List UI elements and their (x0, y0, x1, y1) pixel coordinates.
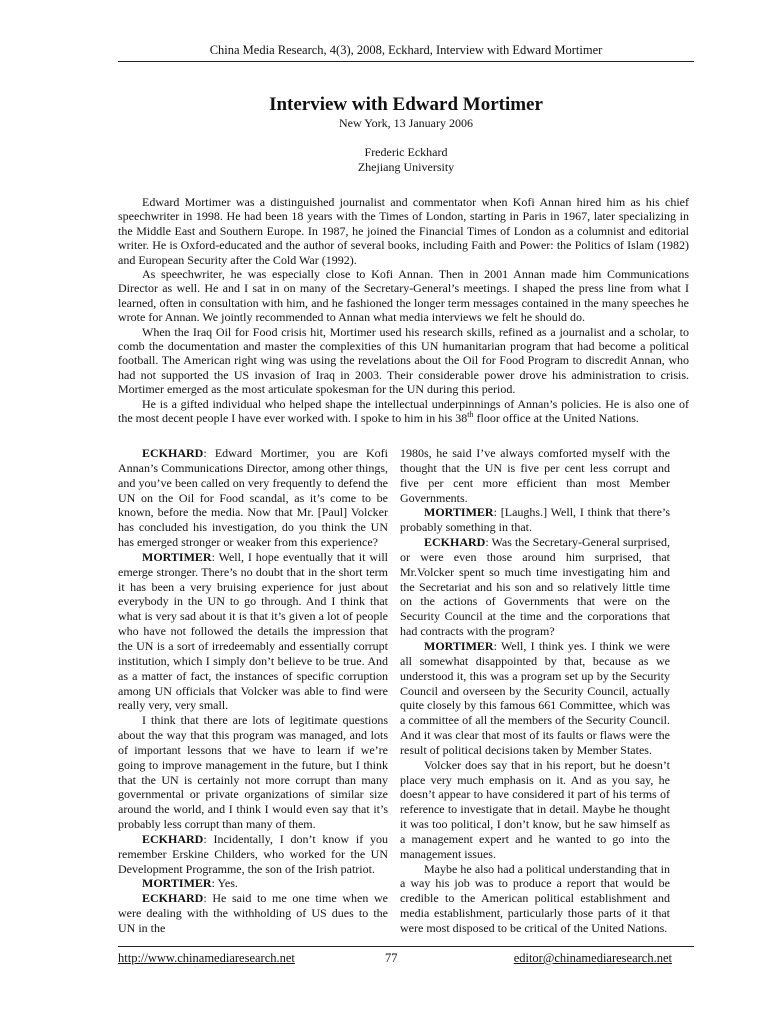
paragraph-text: : Was the Secretary-General surprised, or were even those around him surprised, that Mr.Volcker spent so much time investigating him and the Secretariat and his son and so relatively little time on the actions of Governments that were on the Security Council at the time and the corporations that had contracts with the program? (400, 535, 670, 639)
intro-text: floor office at the United Nations. (473, 411, 639, 426)
answer-paragraph (118, 876, 388, 891)
answer-paragraph (400, 639, 670, 758)
question-paragraph (118, 891, 388, 936)
answer-paragraph: Maybe he also had a political understanding that in a way his job was to produce a report that would be credible to the American political establishment and media establishment, particularly those parts of it that were most disposed to be critical of the United Nations. (400, 861, 670, 935)
paragraph-text: : Incidentally, I don’t know if you remember Erskine Childers, who worked for the UN Development Programme, the son of the Irish patriot. (118, 831, 388, 876)
superscript: th (467, 410, 474, 420)
speaker-label: ECKHARD (142, 446, 204, 460)
intro-text: He is a gifted individual who helped shape the intellectual underpinnings of Annan’s policies. He is also one of the most decent people I have ever worked with. I spoke to him in his 38 (118, 396, 689, 426)
intro-paragraph: When the Iraq Oil for Food crisis hit, Mortimer used his research skills, refined as a journalist and a scholar, to comb the documentation and master the complexities of this UN humanitarian program that had become a political football. The American right wing was using the revelations about the Oil for Food Program to discredit Annan, who had not supported the US invasion of Iraq in 2003. Their considerable power drove his administration to crisis. Mortimer emerged as the most articulate spokesman for the UN during this period. (118, 324, 689, 397)
intro-paragraph: As speechwriter, he was especially close to Kofi Annan. Then in 2001 Annan made him Communications Director as well. He and I sat in on many of the Secretary-General’s meetings. I shaped the press line from what I learned, often in consultation with him, and he fashioned the longer term messages contained in the many speeches he wrote for Annan. We jointly recommended to Annan what media interviews we felt he should do. (118, 267, 689, 325)
question-paragraph (118, 446, 388, 550)
article-title: Interview with Edward Mortimer (269, 94, 543, 115)
introduction (118, 195, 689, 426)
paragraph-text: : Well, I hope eventually that it will emerge stronger. There’s no doubt that in the short term it has been a very bruising experience for just about everybody in the UN to go through. And I think that what is very sad about it is that it’s given a lot of people who have not followed the details the impression that the UN is a sort of irredeemably and essentially corrupt institution, which I simply don’t believe to be true. And as a matter of fact, the instances of specific corruption among UN officials that Volcker was able to find were really very, very small. (118, 549, 388, 713)
right-column (400, 446, 670, 936)
title-block (118, 94, 694, 175)
speaker-label: ECKHARD (142, 891, 204, 906)
paragraph-text: : Well, I think yes. I think we were all somewhat disappointed by that, because as we understood it, this was a program set up by the Security Council and overseen by the Security Council, actually quite closely by this famous 661 Committee, which was a committee of all the members of the Security Council. And it was clear that most of its faults or flaws were the result of political decisions taken by Member States. (400, 638, 670, 757)
intro-paragraph: Edward Mortimer was a distinguished journalist and commentator when Kofi Annan hired him as his chief speechwriter in 1998. He had been 18 years with the Times of London, starting in Paris in 1967, later specializing in the Middle East and Southern Europe. In 1987, he joined the Financial Times of London as a columnist and editorial writer. He is Oxford-educated and the author of several books, including Faith and Power: the Politics of Islam (1982) and European Security after the Cold War (1992). (118, 195, 689, 267)
answer-paragraph (118, 550, 388, 713)
email-link[interactable]: editor@chinamediaresearch.net (513, 951, 672, 965)
author-affiliation: Zhejiang University (357, 160, 455, 174)
paragraph-text: : Yes. (211, 876, 238, 891)
speaker-label: ECKHARD (424, 535, 486, 550)
answer-paragraph (400, 505, 670, 535)
author-name: Frederic Eckhard (364, 145, 448, 159)
paragraph-text: : Edward Mortimer, you are Kofi Annan’s Communications Director, among other things, and you’ve been called on very frequently to defend the UN on the Oil for Food scandal, as it’s come to be known, before the media. Now that Mr. [Paul] Volcker has concluded his investigation, do you think the UN has emerged stronger or weaker from this experience? (118, 446, 388, 550)
intro-paragraph (118, 397, 689, 426)
running-header (118, 43, 694, 62)
question-paragraph (400, 535, 670, 639)
answer-paragraph: I think that there are lots of legitimate questions about the way that this program was managed, and lots of important lessons that we have to learn if we’re going to improve management in the future, but I think that the UN is certainly not more corrupt than many governmental or private organizations of similar size around the world, and I think I would even say that it’s probably less corrupt than many of them. (118, 713, 388, 832)
paragraph-text: : [Laughs.] Well, I think that there’s probably something in that. (400, 505, 670, 535)
speaker-label: MORTIMER (424, 638, 494, 653)
page-footer (118, 946, 694, 965)
paragraph-text: : He said to me one time when we were dealing with the withholding of US dues to the UN in the (118, 891, 388, 935)
speaker-label: MORTIMER (142, 876, 212, 891)
question-paragraph (118, 832, 388, 877)
website-link[interactable]: http://www.chinamediaresearch.net (118, 951, 295, 965)
speaker-label: MORTIMER (424, 505, 494, 520)
running-head-text: China Media Research, 4(3), 2008, Eckhard, Interview with Edward Mortimer (209, 43, 603, 57)
answer-paragraph: Volcker does say that in his report, but he doesn’t place very much emphasis on it. And as you say, he doesn’t appear to have considered it part of his terms of reference to investigate that in detail. Maybe he thought it was too political, I don’t know, but he saw himself as a management expert and he wanted to go into the management issues. (400, 757, 670, 861)
speaker-label: MORTIMER (142, 549, 212, 564)
left-column (118, 446, 388, 936)
page-number: 77 (385, 951, 398, 965)
question-paragraph: 1980s, he said I’ve always comforted myself with the thought that the UN is five per cent less corrupt and five per cent more efficient than most Member Governments. (400, 446, 670, 505)
speaker-label: ECKHARD (142, 831, 204, 846)
place-date: New York, 13 January 2006 (339, 116, 473, 130)
